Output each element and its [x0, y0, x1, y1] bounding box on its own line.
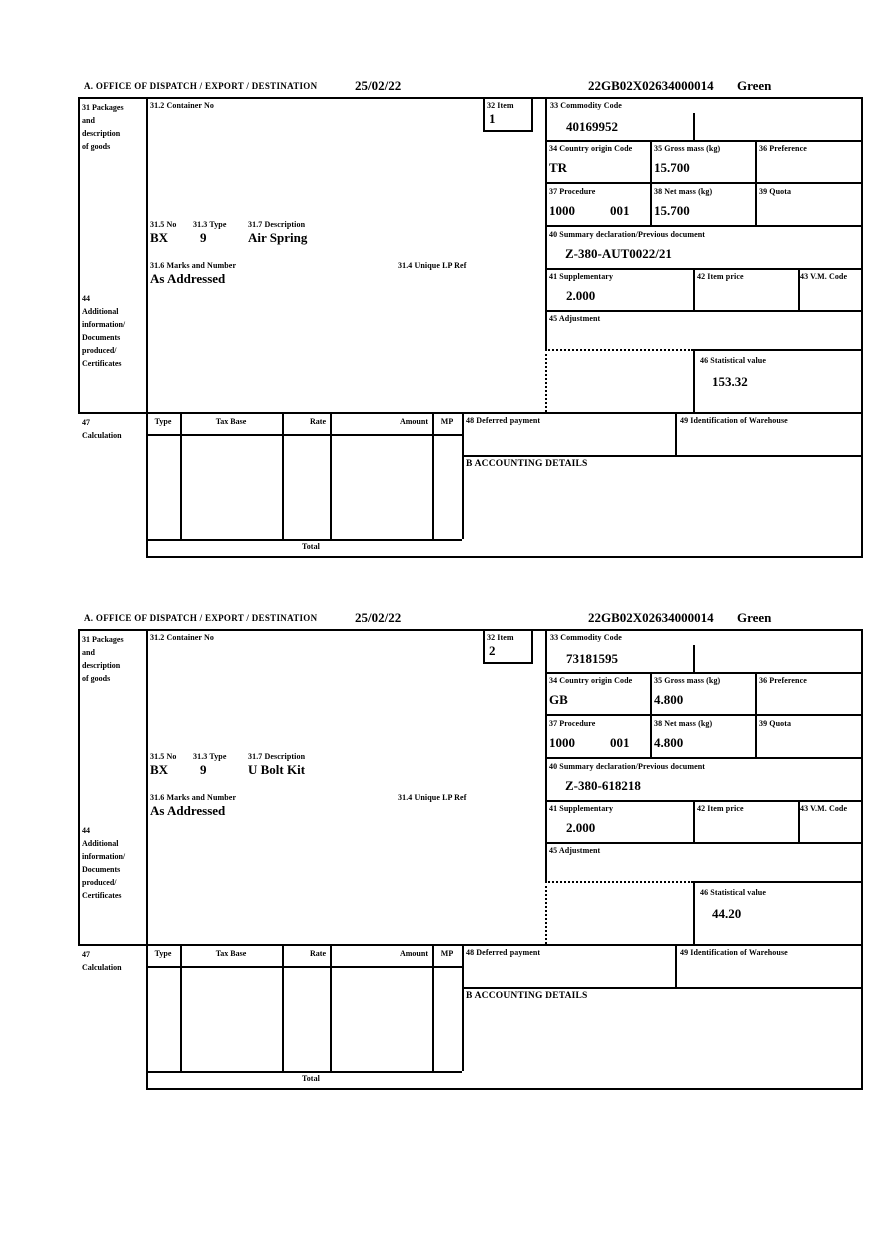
- form-grid-line: [861, 629, 863, 1090]
- form-grid-line: [545, 881, 693, 883]
- form-grid-line: [146, 539, 462, 541]
- supplementary-label: 41 Supplementary: [549, 272, 614, 281]
- supplementary-value: 2.000: [566, 288, 596, 303]
- column-header-type: Type: [154, 949, 172, 958]
- previous-document-value: Z-380-AUT0022/21: [565, 246, 672, 261]
- gross-mass-value: 4.800: [654, 692, 684, 707]
- form-grid-line: [432, 412, 434, 539]
- form-grid-line: [282, 944, 284, 1071]
- column-header-rate: Rate: [310, 417, 326, 426]
- form-grid-line: [78, 629, 80, 944]
- total-label: Total: [302, 542, 320, 551]
- net-mass-label: 38 Net mass (kg): [654, 719, 713, 728]
- commodity-code-value: 73181595: [566, 651, 618, 666]
- commodity-code-label: 33 Commodity Code: [550, 633, 622, 642]
- form-grid-line: [545, 182, 863, 184]
- form-grid-line: [675, 944, 677, 987]
- preference-label: 36 Preference: [759, 144, 807, 153]
- column-header-amount: Amount: [399, 949, 428, 958]
- package-type-label: 31.3 Type: [193, 752, 227, 761]
- country-origin-value: GB: [549, 692, 568, 707]
- summary-declaration-label: 40 Summary declaration/Previous document: [549, 230, 706, 239]
- office-of-dispatch-label: A. OFFICE OF DISPATCH / EXPORT / DESTINATION: [84, 81, 318, 91]
- form-grid-line: [545, 800, 863, 802]
- item-number-value: 2: [489, 643, 496, 658]
- form-grid-line: [146, 629, 148, 1090]
- box-44-label-line: 44: [82, 294, 90, 303]
- form-grid-line: [545, 268, 863, 270]
- form-grid-line: [693, 349, 695, 412]
- form-grid-line: [693, 800, 695, 842]
- form-grid-line: [78, 629, 863, 631]
- form-grid-line: [545, 881, 547, 944]
- deferred-payment-label: 48 Deferred payment: [466, 416, 541, 425]
- form-grid-line: [693, 645, 695, 672]
- quota-label: 39 Quota: [759, 187, 792, 196]
- box-31-packages-label: [82, 633, 124, 685]
- commodity-code-value: 40169952: [566, 119, 618, 134]
- form-grid-line: [78, 97, 80, 412]
- statistical-value-label: 46 Statistical value: [700, 888, 766, 897]
- goods-description-value: Air Spring: [248, 230, 308, 245]
- form-grid-line: [78, 412, 863, 414]
- form-grid-line: [180, 412, 182, 539]
- statistical-value: 44.20: [712, 906, 742, 921]
- procedure-value-1: 1000: [549, 203, 575, 218]
- declaration-date: 25/02/22: [355, 610, 402, 625]
- form-grid-line: [432, 944, 434, 1071]
- box-44-label-line: 44: [82, 826, 90, 835]
- box-47-label-line: Calculation: [82, 963, 122, 972]
- accounting-details-label: B ACCOUNTING DETAILS: [466, 459, 588, 469]
- form-grid-line: [861, 97, 863, 558]
- form-grid-line: [146, 556, 863, 558]
- net-mass-value: 15.700: [654, 203, 690, 218]
- form-grid-line: [180, 944, 182, 1071]
- summary-declaration-label: 40 Summary declaration/Previous document: [549, 762, 706, 771]
- form-grid-line: [545, 140, 863, 142]
- statistical-value-label: 46 Statistical value: [700, 356, 766, 365]
- procedure-value-2: 001: [610, 203, 630, 218]
- box-31-label-line: description: [82, 661, 121, 670]
- accounting-details-label: B ACCOUNTING DETAILS: [466, 991, 588, 1001]
- box-44-label-line: information/: [82, 852, 126, 861]
- goods-description-label: 31.7 Description: [248, 752, 306, 761]
- box-47-calculation-label: [82, 416, 122, 442]
- form-grid-line: [146, 1088, 863, 1090]
- box-44-label-line: produced/: [82, 878, 117, 887]
- preference-label: 36 Preference: [759, 676, 807, 685]
- adjustment-label: 45 Adjustment: [549, 314, 601, 323]
- form-grid-line: [462, 455, 863, 457]
- form-grid-line: [545, 672, 863, 674]
- item-label: 32 Item: [487, 101, 514, 110]
- form-grid-line: [146, 966, 462, 968]
- box-44-label-line: Certificates: [82, 359, 122, 368]
- net-mass-value: 4.800: [654, 735, 684, 750]
- box-47-label-line: Calculation: [82, 431, 122, 440]
- box-44-label-line: Additional: [82, 839, 119, 848]
- office-of-dispatch-label: A. OFFICE OF DISPATCH / EXPORT / DESTINATION: [84, 613, 318, 623]
- vm-code-label: 43 V.M. Code: [800, 804, 848, 813]
- marks-number-value: As Addressed: [150, 271, 226, 286]
- form-grid-line: [545, 842, 863, 844]
- box-44-additional-label: [82, 292, 125, 370]
- vm-code-label: 43 V.M. Code: [800, 272, 848, 281]
- package-no-value: BX: [150, 762, 169, 777]
- quota-label: 39 Quota: [759, 719, 792, 728]
- form-grid-line: [545, 349, 693, 351]
- form-grid-line: [483, 130, 533, 132]
- procedure-label: 37 Procedure: [549, 719, 596, 728]
- column-header-amount: Amount: [399, 417, 428, 426]
- warehouse-id-label: 49 Identification of Warehouse: [680, 416, 788, 425]
- box-44-label-line: Documents: [82, 865, 121, 874]
- form-grid-line: [693, 268, 695, 310]
- routing-status: Green: [737, 78, 772, 93]
- gross-mass-value: 15.700: [654, 160, 690, 175]
- form-grid-line: [545, 225, 863, 227]
- marks-number-value: As Addressed: [150, 803, 226, 818]
- country-origin-label: 34 Country origin Code: [549, 144, 633, 153]
- deferred-payment-label: 48 Deferred payment: [466, 948, 541, 957]
- box-44-additional-label: [82, 824, 125, 902]
- procedure-label: 37 Procedure: [549, 187, 596, 196]
- package-no-label: 31.5 No: [150, 752, 177, 761]
- box-47-label-line: 47: [82, 950, 90, 959]
- form-grid-line: [675, 412, 677, 455]
- column-header-tax-base: Tax Base: [215, 949, 247, 958]
- goods-description-value: U Bolt Kit: [248, 762, 306, 777]
- column-header-mp: MP: [440, 949, 454, 958]
- commodity-code-label: 33 Commodity Code: [550, 101, 622, 110]
- package-no-label: 31.5 No: [150, 220, 177, 229]
- box-31-label-line: of goods: [82, 142, 111, 151]
- warehouse-id-label: 49 Identification of Warehouse: [680, 948, 788, 957]
- form-grid-line: [693, 881, 863, 883]
- declaration-item-form: [0, 612, 882, 1094]
- mrn-number: 22GB02X02634000014: [588, 610, 714, 625]
- supplementary-label: 41 Supplementary: [549, 804, 614, 813]
- package-no-value: BX: [150, 230, 169, 245]
- form-grid-line: [545, 714, 863, 716]
- form-grid-line: [462, 944, 464, 1071]
- form-grid-line: [545, 349, 547, 412]
- box-44-label-line: Certificates: [82, 891, 122, 900]
- form-grid-line: [531, 629, 533, 664]
- item-price-label: 42 Item price: [697, 272, 744, 281]
- box-31-label-line: and: [82, 648, 95, 657]
- form-grid-line: [483, 662, 533, 664]
- item-number-value: 1: [489, 111, 496, 126]
- form-grid-line: [531, 97, 533, 132]
- form-grid-line: [78, 97, 863, 99]
- form-grid-line: [78, 944, 863, 946]
- package-type-label: 31.3 Type: [193, 220, 227, 229]
- gross-mass-label: 35 Gross mass (kg): [654, 144, 721, 153]
- column-header-type: Type: [154, 417, 172, 426]
- unique-lp-ref-label: 31.4 Unique LP Ref: [398, 793, 467, 802]
- country-origin-label: 34 Country origin Code: [549, 676, 633, 685]
- box-47-calculation-label: [82, 948, 122, 974]
- item-label: 32 Item: [487, 633, 514, 642]
- procedure-value-1: 1000: [549, 735, 575, 750]
- declaration-date: 25/02/22: [355, 78, 402, 93]
- package-type-value: 9: [200, 230, 207, 245]
- procedure-value-2: 001: [610, 735, 630, 750]
- box-47-label-line: 47: [82, 418, 90, 427]
- form-grid-line: [462, 987, 863, 989]
- form-grid-line: [330, 944, 332, 1071]
- item-price-label: 42 Item price: [697, 804, 744, 813]
- box-31-packages-label: [82, 101, 124, 153]
- form-grid-line: [483, 97, 485, 132]
- box-44-label-line: information/: [82, 320, 126, 329]
- declaration-item-form: [0, 80, 882, 562]
- package-type-value: 9: [200, 762, 207, 777]
- net-mass-label: 38 Net mass (kg): [654, 187, 713, 196]
- container-no-label: 31.2 Container No: [150, 101, 214, 110]
- column-header-tax-base: Tax Base: [215, 417, 247, 426]
- container-no-label: 31.2 Container No: [150, 633, 214, 642]
- statistical-value: 153.32: [712, 374, 748, 389]
- country-origin-value: TR: [549, 160, 568, 175]
- form-grid-line: [146, 1071, 462, 1073]
- box-31-label-line: description: [82, 129, 121, 138]
- column-header-rate: Rate: [310, 949, 326, 958]
- box-31-label-line: of goods: [82, 674, 111, 683]
- marks-number-label: 31.6 Marks and Number: [150, 261, 237, 270]
- total-label: Total: [302, 1074, 320, 1083]
- mrn-number: 22GB02X02634000014: [588, 78, 714, 93]
- routing-status: Green: [737, 610, 772, 625]
- previous-document-value: Z-380-618218: [565, 778, 641, 793]
- form-grid-line: [146, 97, 148, 558]
- column-header-mp: MP: [440, 417, 454, 426]
- form-grid-line: [545, 757, 863, 759]
- form-grid-line: [693, 113, 695, 140]
- supplementary-value: 2.000: [566, 820, 596, 835]
- form-grid-line: [146, 434, 462, 436]
- box-44-label-line: produced/: [82, 346, 117, 355]
- form-grid-line: [545, 310, 863, 312]
- box-31-label-line: 31 Packages: [82, 103, 124, 112]
- adjustment-label: 45 Adjustment: [549, 846, 601, 855]
- marks-number-label: 31.6 Marks and Number: [150, 793, 237, 802]
- box-44-label-line: Documents: [82, 333, 121, 342]
- form-grid-line: [282, 412, 284, 539]
- form-grid-line: [462, 412, 464, 539]
- unique-lp-ref-label: 31.4 Unique LP Ref: [398, 261, 467, 270]
- gross-mass-label: 35 Gross mass (kg): [654, 676, 721, 685]
- box-44-label-line: Additional: [82, 307, 119, 316]
- goods-description-label: 31.7 Description: [248, 220, 306, 229]
- form-grid-line: [693, 349, 863, 351]
- box-31-label-line: and: [82, 116, 95, 125]
- form-grid-line: [330, 412, 332, 539]
- form-grid-line: [483, 629, 485, 664]
- form-grid-line: [693, 881, 695, 944]
- box-31-label-line: 31 Packages: [82, 635, 124, 644]
